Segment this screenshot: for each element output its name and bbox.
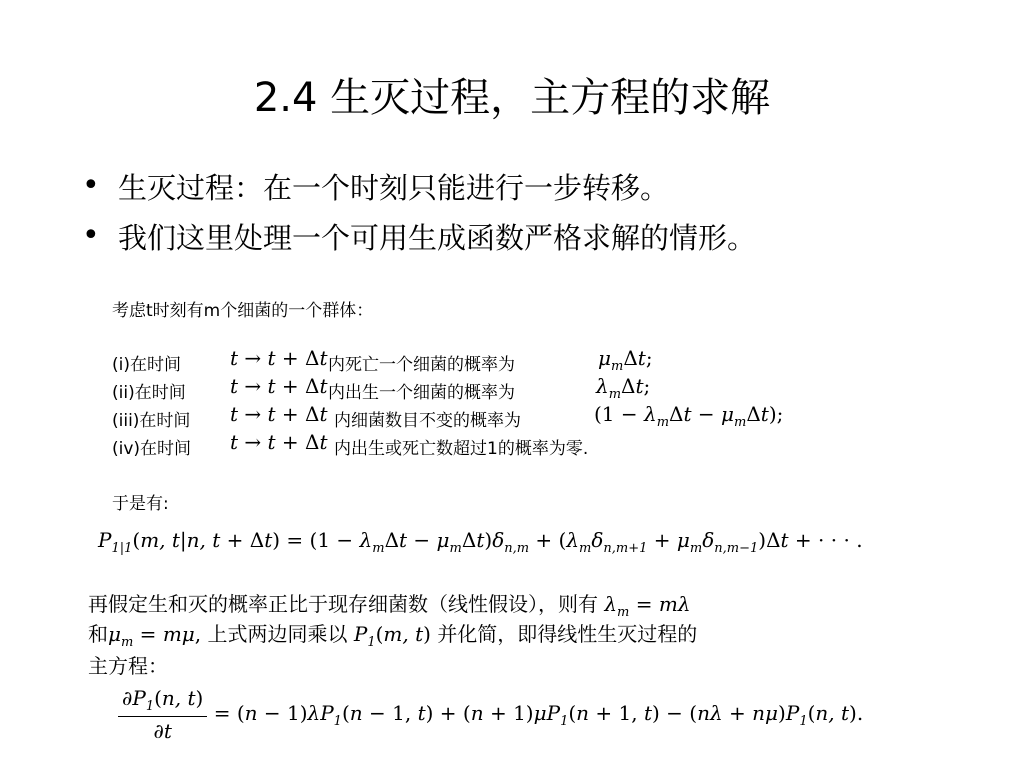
bullet-marker-2: • [82,218,100,253]
item-2-expr: t → t + Δt [230,374,328,398]
slide-title: 2.4 生灭过程，主方程的求解 [253,75,771,121]
item-3-desc: 内细菌数目不变的概率为 [334,411,521,431]
item-3-expr: t → t + Δt [230,402,328,426]
assumption-line-3: 主方程： [88,654,168,678]
item-4-desc: 内出生或死亡数超过1的概率为零. [334,439,589,459]
assumption-line-1 [88,588,691,620]
p1-math: $P_1(m$, t) [353,622,431,650]
item-1-desc: 内死亡一个细菌的概率为 [328,355,515,375]
item-2-desc: 内出生一个细菌的概率为 [328,383,515,403]
bullet-2: 我们这里处理一个可用生成函数严格求解的情形。 [118,221,757,255]
item-1-expr: t → t + Δt [230,346,328,370]
item-2-prefix: (ii)在时间 [112,383,186,403]
assumption-text-2b: 上式两边同乘以 [207,622,348,646]
item-1-prob: $\mu_m\Delta t$; [598,346,653,374]
transition-equation: $P_{1|1}(m$, t|n, $t + \Delta t) = (1 - \lambda_m\Delta t - \mu_m\Delta t)\delta_{n,m} + (\lambda_m\delta_{n,m+1} + \mu_m\delta_{n,m-1})\Delta t$ + · · · . [98,528,863,556]
assumption-text-1: 再假定生和灭的概率正比于现存细菌数（线性假设），则有 [88,592,598,616]
item-4-prefix: (iv)在时间 [112,439,192,459]
assumption-line-2 [88,618,697,650]
master-equation-numerator: $\partial P_1(n$, t) [118,686,207,717]
master-equation-denominator: ∂t [153,719,172,743]
lambda-linear-math: $\lambda_m = m\lambda$ [604,592,691,620]
bullet-1: 生灭过程：在一个时刻只能进行一步转移。 [118,171,670,205]
bullet-marker-1: • [82,168,100,203]
item-3-prob: $(1 - \lambda_m\Delta t - \mu_m\Delta t)$; [594,402,784,430]
assumption-text-2a: 和 [88,622,108,646]
item-4-expr: t → t + Δt [230,430,328,454]
intro-text: 考虑t时刻有m个细菌的一个群体： [112,301,374,321]
master-equation: $\frac{\partial P_1(n, t)}{\partial t}$ = $(n - 1)\lambda P_1(n - 1$, $t) + (n + 1)\mu P_1(n + 1$, $t) - (n\lambda + n\mu)P_1(n$, t). [118,686,863,743]
mu-linear-math: $\mu_m = m\mu$, [108,622,202,650]
master-equation-fraction [118,686,207,743]
item-1-prefix: (i)在时间 [112,355,181,375]
item-1-t: t [319,346,328,370]
therefore-text: 于是有: [112,494,169,514]
item-3-prefix: (iii)在时间 [112,411,191,431]
assumption-text-2c: 并化简，即得线性生灭过程的 [437,622,698,646]
item-2-prob: $\lambda_m\Delta t$; [596,374,651,402]
